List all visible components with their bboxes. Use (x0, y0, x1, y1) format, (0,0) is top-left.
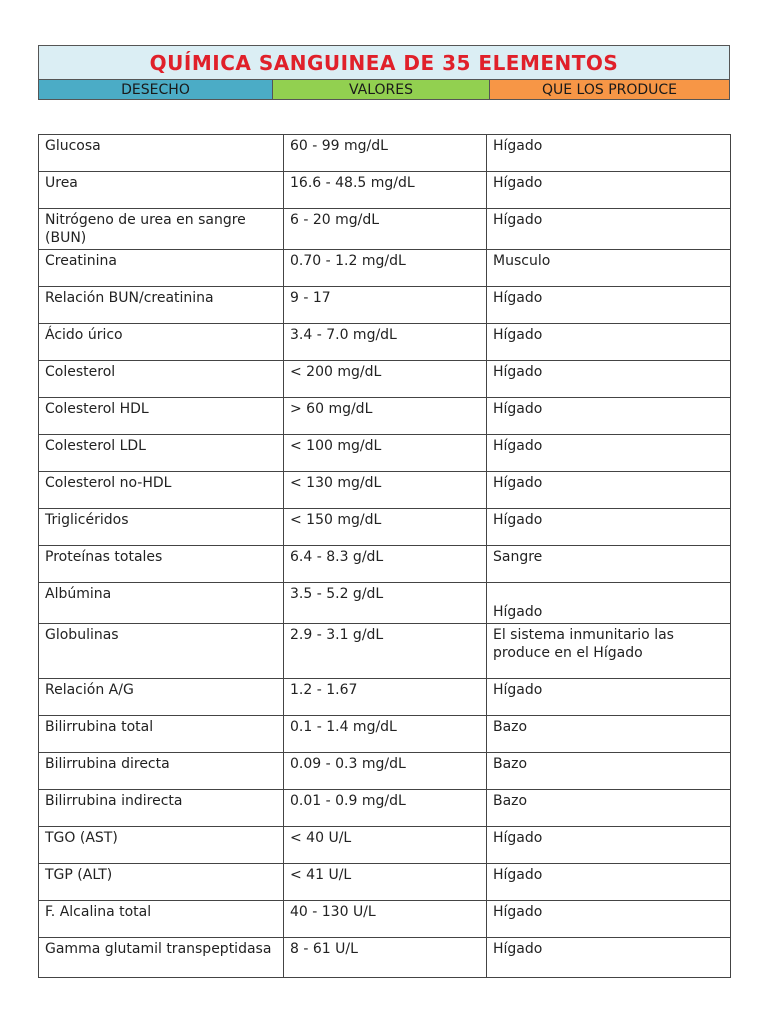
cell-desecho: Relación A/G (39, 679, 284, 716)
cell-valores: 0.09 - 0.3 mg/dL (284, 753, 487, 790)
cell-desecho: Gamma glutamil transpeptidasa (39, 938, 284, 978)
table-row (39, 287, 731, 324)
cell-valores: 6 - 20 mg/dL (284, 209, 487, 250)
cell-desecho: Triglicéridos (39, 509, 284, 546)
cell-produce: Sangre (487, 546, 731, 583)
column-headers (39, 80, 729, 99)
table-row (39, 583, 731, 624)
table-row (39, 546, 731, 583)
cell-valores: < 130 mg/dL (284, 472, 487, 509)
table-row (39, 472, 731, 509)
cell-desecho: Albúmina (39, 583, 284, 624)
cell-desecho: Relación BUN/creatinina (39, 287, 284, 324)
cell-desecho: Bilirrubina directa (39, 753, 284, 790)
cell-produce: Musculo (487, 250, 731, 287)
table-row (39, 172, 731, 209)
cell-valores: 3.4 - 7.0 mg/dL (284, 324, 487, 361)
cell-produce: Hígado (487, 287, 731, 324)
cell-valores: 0.1 - 1.4 mg/dL (284, 716, 487, 753)
cell-valores: 9 - 17 (284, 287, 487, 324)
table-row (39, 716, 731, 753)
cell-produce: Hígado (487, 938, 731, 978)
cell-desecho: Colesterol (39, 361, 284, 398)
page-title: QUÍMICA SANGUINEA DE 35 ELEMENTOS (39, 46, 729, 80)
cell-valores: 1.2 - 1.67 (284, 679, 487, 716)
cell-desecho: Globulinas (39, 624, 284, 679)
table-row (39, 679, 731, 716)
table-row (39, 509, 731, 546)
cell-produce: Hígado (487, 398, 731, 435)
table-row (39, 209, 731, 250)
cell-produce: Hígado (487, 324, 731, 361)
table-row (39, 901, 731, 938)
cell-valores: 3.5 - 5.2 g/dL (284, 583, 487, 624)
cell-desecho: Urea (39, 172, 284, 209)
table-row (39, 827, 731, 864)
cell-desecho: Creatinina (39, 250, 284, 287)
cell-produce: El sistema inmunitario las produce en el Hígado (487, 624, 731, 679)
cell-desecho: Colesterol no-HDL (39, 472, 284, 509)
values-table (38, 134, 731, 978)
cell-valores: 60 - 99 mg/dL (284, 135, 487, 172)
cell-valores: > 60 mg/dL (284, 398, 487, 435)
cell-produce: Hígado (487, 679, 731, 716)
cell-produce: Hígado (487, 435, 731, 472)
cell-produce: Bazo (487, 753, 731, 790)
cell-valores: < 100 mg/dL (284, 435, 487, 472)
table-row (39, 938, 731, 978)
cell-desecho: Bilirrubina indirecta (39, 790, 284, 827)
cell-valores: 0.70 - 1.2 mg/dL (284, 250, 487, 287)
cell-desecho: F. Alcalina total (39, 901, 284, 938)
cell-desecho: Colesterol HDL (39, 398, 284, 435)
cell-desecho: Colesterol LDL (39, 435, 284, 472)
cell-valores: 16.6 - 48.5 mg/dL (284, 172, 487, 209)
table-row (39, 398, 731, 435)
cell-produce: Bazo (487, 716, 731, 753)
column-header-produce: QUE LOS PRODUCE (490, 80, 729, 99)
cell-desecho: Proteínas totales (39, 546, 284, 583)
cell-produce: Hígado (487, 509, 731, 546)
column-header-desecho: DESECHO (39, 80, 273, 99)
cell-valores: 2.9 - 3.1 g/dL (284, 624, 487, 679)
column-header-valores: VALORES (273, 80, 490, 99)
cell-produce: Hígado (487, 827, 731, 864)
cell-valores: < 41 U/L (284, 864, 487, 901)
cell-valores: < 150 mg/dL (284, 509, 487, 546)
table-row (39, 753, 731, 790)
table-row (39, 250, 731, 287)
cell-produce-text: Hígado (493, 604, 543, 620)
header-box (38, 45, 730, 100)
cell-produce: Hígado (487, 901, 731, 938)
table-row (39, 435, 731, 472)
cell-valores: < 40 U/L (284, 827, 487, 864)
cell-produce (487, 583, 731, 624)
cell-produce: Hígado (487, 472, 731, 509)
cell-valores: 40 - 130 U/L (284, 901, 487, 938)
cell-produce: Hígado (487, 361, 731, 398)
table-row (39, 361, 731, 398)
cell-valores: 0.01 - 0.9 mg/dL (284, 790, 487, 827)
cell-produce: Hígado (487, 172, 731, 209)
table-row (39, 790, 731, 827)
table-row (39, 324, 731, 361)
cell-produce: Hígado (487, 864, 731, 901)
cell-desecho: Glucosa (39, 135, 284, 172)
cell-produce: Hígado (487, 135, 731, 172)
table-row (39, 624, 731, 679)
cell-produce: Hígado (487, 209, 731, 250)
cell-desecho: Nitrógeno de urea en sangre (BUN) (39, 209, 284, 250)
cell-valores: 6.4 - 8.3 g/dL (284, 546, 487, 583)
table-row (39, 135, 731, 172)
cell-valores: 8 - 61 U/L (284, 938, 487, 978)
cell-desecho: TGP (ALT) (39, 864, 284, 901)
cell-desecho: TGO (AST) (39, 827, 284, 864)
cell-desecho: Ácido úrico (39, 324, 284, 361)
cell-desecho: Bilirrubina total (39, 716, 284, 753)
cell-produce: Bazo (487, 790, 731, 827)
table-row (39, 864, 731, 901)
cell-valores: < 200 mg/dL (284, 361, 487, 398)
